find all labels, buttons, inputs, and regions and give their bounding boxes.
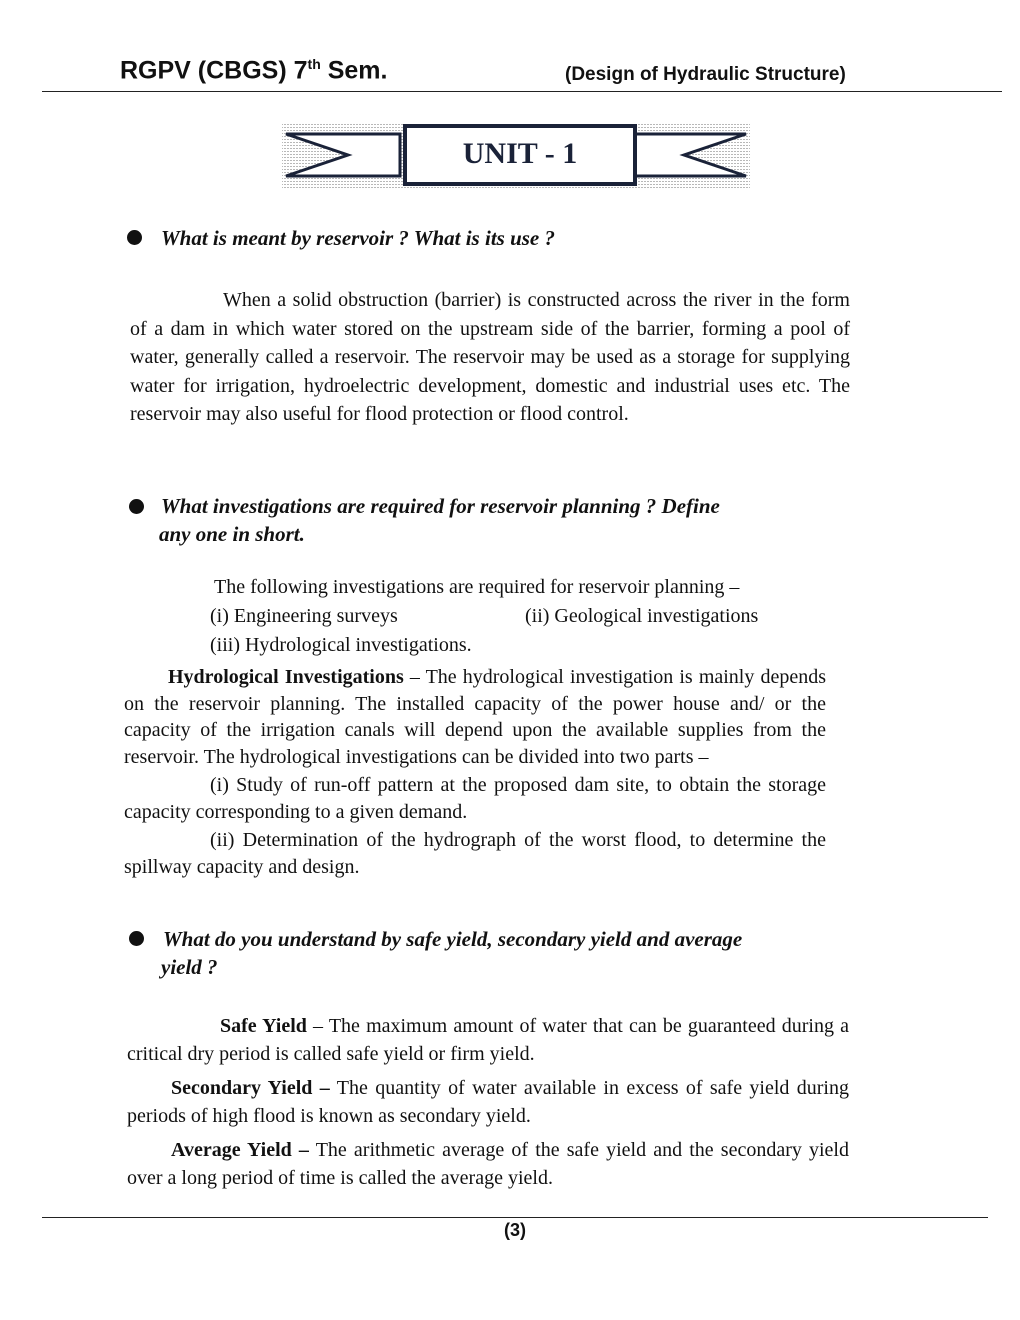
question-2-line1: What investigations are required for reservoir planning ? Define bbox=[161, 494, 720, 518]
hydrological-term: Hydrological Investigations bbox=[168, 666, 404, 688]
course-suffix: Sem. bbox=[320, 56, 388, 85]
hydrological-text: – The hydrological investigation is mainly depends on the reservoir planning. The installed capacity of the power house and/ or the capacity of the irrigation canals will depend upon the available supplies from the reservoir. The hydrological investigations can be divided into two parts – bbox=[124, 666, 826, 768]
secondary-yield-text: The quantity of water available in excess of safe yield during periods of high flood is known as secondary yield. bbox=[127, 1077, 849, 1127]
page-number: (3) bbox=[504, 1220, 526, 1240]
investigation-item-3: (iii) Hydrological investigations. bbox=[210, 634, 472, 656]
answer-1: When a solid obstruction (barrier) is constructed across the river in the form of a dam in which water stored on the upstream side of the barrier, forming a pool of water, generally called a reservoir. The reservoir may be used as a storage for supplying water for irrigation, hydroelectric development, domestic and industrial uses etc. The reservoir may also useful for flood protection or flood control. bbox=[130, 289, 850, 425]
course-title bbox=[120, 56, 387, 85]
bullet-icon bbox=[129, 931, 144, 946]
header-divider bbox=[42, 91, 1002, 92]
subject-title: (Design of Hydraulic Structure) bbox=[565, 64, 846, 85]
bullet-icon bbox=[127, 230, 142, 245]
secondary-yield-term: Secondary Yield – bbox=[171, 1077, 330, 1099]
average-yield-paragraph bbox=[127, 1136, 849, 1192]
hydrological-paragraph bbox=[124, 664, 826, 770]
investigations-intro: The following investigations are required for reservoir planning – bbox=[214, 576, 740, 598]
question-1: What is meant by reservoir ? What is its use ? bbox=[161, 226, 555, 250]
course-sup: th bbox=[307, 56, 321, 72]
question-3-line1: What do you understand by safe yield, secondary yield and average bbox=[163, 927, 743, 951]
average-yield-text: The arithmetic average of the safe yield and the secondary yield over a long period of time is called the average yield. bbox=[127, 1139, 849, 1189]
average-yield-term: Average Yield – bbox=[171, 1139, 309, 1161]
unit-title: UNIT - 1 bbox=[462, 137, 578, 170]
safe-yield-term: Safe Yield bbox=[220, 1015, 307, 1037]
safe-yield-paragraph bbox=[127, 1012, 849, 1068]
course-prefix: RGPV (CBGS) 7 bbox=[120, 56, 308, 85]
investigation-item-1: (i) Engineering surveys bbox=[210, 605, 398, 627]
investigation-item-2: (ii) Geological investigations bbox=[525, 605, 759, 627]
hydrological-part-1: (i) Study of run-off pattern at the proposed dam site, to obtain the storage capacity corresponding to a given demand. bbox=[124, 774, 826, 823]
bullet-icon bbox=[129, 499, 144, 514]
secondary-yield-paragraph bbox=[127, 1074, 849, 1130]
question-2-line2: any one in short. bbox=[159, 522, 305, 546]
question-3-line2: yield ? bbox=[161, 955, 218, 979]
hydrological-part-2: (ii) Determination of the hydrograph of the worst flood, to determine the spillway capacity and design. bbox=[124, 829, 826, 878]
safe-yield-text: – The maximum amount of water that can be guaranteed during a critical dry period is called safe yield or firm yield. bbox=[127, 1015, 850, 1065]
footer-divider bbox=[42, 1217, 988, 1218]
